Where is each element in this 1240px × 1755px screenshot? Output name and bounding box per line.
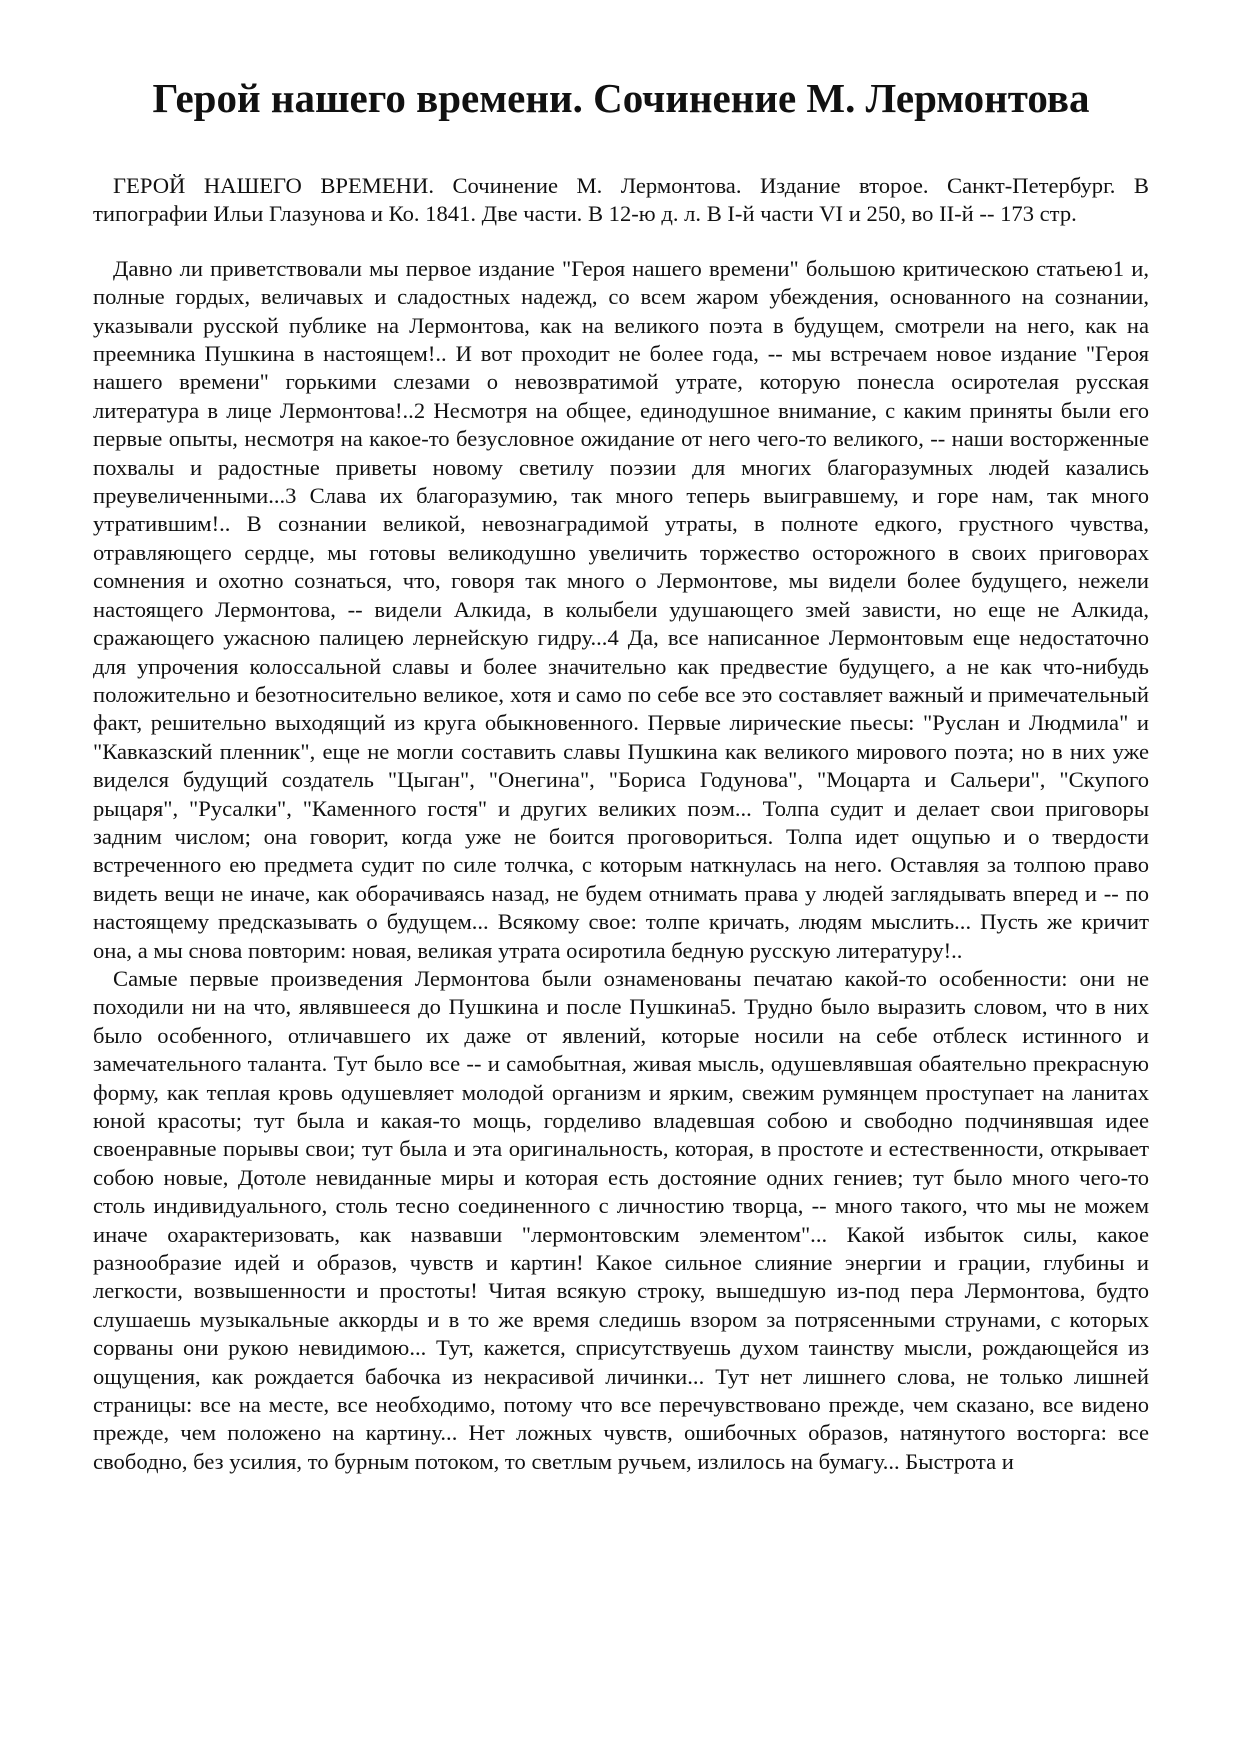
body-paragraph-2: Самые первые произведения Лермонтова были ознаменованы печатаю какой-то особенности: они не походили ни на что, являвшееся до Пушкина и после Пушкина5. Трудно было выразить словом, что в них было особенного, отличавшего их даже от явлений, которые носили на себе отблеск истинного и замечательного таланта. Тут было все -- и самобытная, живая мысль, одушевлявшая обаятельно прекрасную форму, как теплая кровь одушевляет молодой организм и ярким, свежим румянцем проступает на ланитах юной красоты; тут была и какая-то мощь, горделиво владевшая собою и свободно подчинявшая идее своенравные порывы свои; тут была и эта оригинальность, которая, в простоте и естественности, открывает собою новые, Дотоле невиданные миры и которая есть достояние одних гениев; тут было много чего-то столь индивидуального, столь тесно соединенного с личностию творца, -- много такого, что мы не можем иначе охарактеризовать, как назвавши "лермонтовским элементом"... Какой избыток силы, какое разнообразие идей и образов, чувств и картин! Какое сильное слияние энергии и грации, глубины и легкости, возвышенности и простоты! Читая всякую строку, вышедшую из-под пера Лермонтова, будто слушаешь музыкальные аккорды и в то же время следишь взором за потрясенными струнами, с которых сорваны они рукою невидимою... Тут, кажется, сприсутствуешь духом таинству мысли, рождающейся из ощущения, как рождается бабочка из некрасивой личинки... Тут нет лишнего слова, не только лишней страницы: все на месте, все необходимо, потому что все перечувствовано прежде, чем сказано, все видено прежде, чем положено на картину... Нет ложных чувств, ошибочных образов, натянутого восторга: все свободно, без усилия, то бурным потоком, то светлым ручьем, излилось на бумагу... Быстрота и: [93, 965, 1149, 1474]
document-title: Герой нашего времени. Сочинение М. Лермонтова: [152, 75, 1090, 121]
body-paragraph-1: Давно ли приветствовали мы первое издание "Героя нашего времени" большою критическою статьею1 и, полные гордых, величавых и сладостных надежд, со всем жаром убеждения, основанного на сознании, указывали русской публике на Лермонтова, как на великого поэта в будущем, смотрели на него, как на преемника Пушкина в настоящем!.. И вот проходит не более года, -- мы встречаем новое издание "Героя нашего времени" горькими слезами о невозвратимой утрате, которую понесла осиротелая русская литература в лице Лермонтова!..2 Несмотря на общее, единодушное внимание, с каким приняты были его первые опыты, несмотря на какое-то безусловное ожидание от него чего-то великого, -- наши восторженные похвалы и радостные приветы новому светилу поэзии для многих благоразумных людей казались преувеличенными...3 Слава их благоразумию, так много теперь выигравшему, и горе нам, так много утратившим!.. В сознании великой, невознаградимой утраты, в полноте едкого, грустного чувства, отравляющего сердце, мы готовы великодушно увеличить торжество осторожного в своих приговорах сомнения и охотно сознаться, что, говоря так много о Лермонтове, мы видели более будущего, нежели настоящего Лермонтова, -- видели Алкида, в колыбели удушающего змей зависти, но еще не Алкида, сражающего ужасною палицею лернейскую гидру...4 Да, все написанное Лермонтовым еще недостаточно для упрочения колоссальной славы и более значительно как предвестие будущего, а не как что-нибудь положительно и безотносительно великое, хотя и само по себе все это составляет важный и примечательный факт, решительно выходящий из круга обыкновенного. Первые лирические пьесы: "Руслан и Людмила" и "Кавказский пленник", еще не могли составить славы Пушкина как великого мирового поэта; но в них уже виделся будущий создатель "Цыган", "Онегина", "Бориса Годунова", "Моцарта и Сальери", "Скупого рыцаря", "Русалки", "Каменного гостя" и других великих поэм... Толпа судит и делает свои приговоры задним числом; она говорит, когда уже не боится проговориться. Толпа идет ощупью и о твердости встреченного ею предмета судит по силе толчка, с которым наткнулась на него. Оставляя за толпою право видеть вещи не иначе, как оборачиваясь назад, не будем отнимать права у людей заглядывать вперед и -- по настоящему предсказывать о будущем... Всякому свое: толпе кричать, людям мыслить... Пусть же кричит она, а мы снова повторим: новая, великая утрата осиротила бедную русскую литературу!..: [93, 255, 1149, 963]
bibliographic-paragraph: ГЕРОЙ НАШЕГО ВРЕМЕНИ. Сочинение М. Лермонтова. Издание второе. Санкт-Петербург. В типографии Ильи Глазунова и Ко. 1841. Две части. В 12-ю д. л. В I-й части VI и 250, во II-й -- 173 стр.: [93, 173, 1149, 227]
document-page: [93, 70, 1149, 1476]
